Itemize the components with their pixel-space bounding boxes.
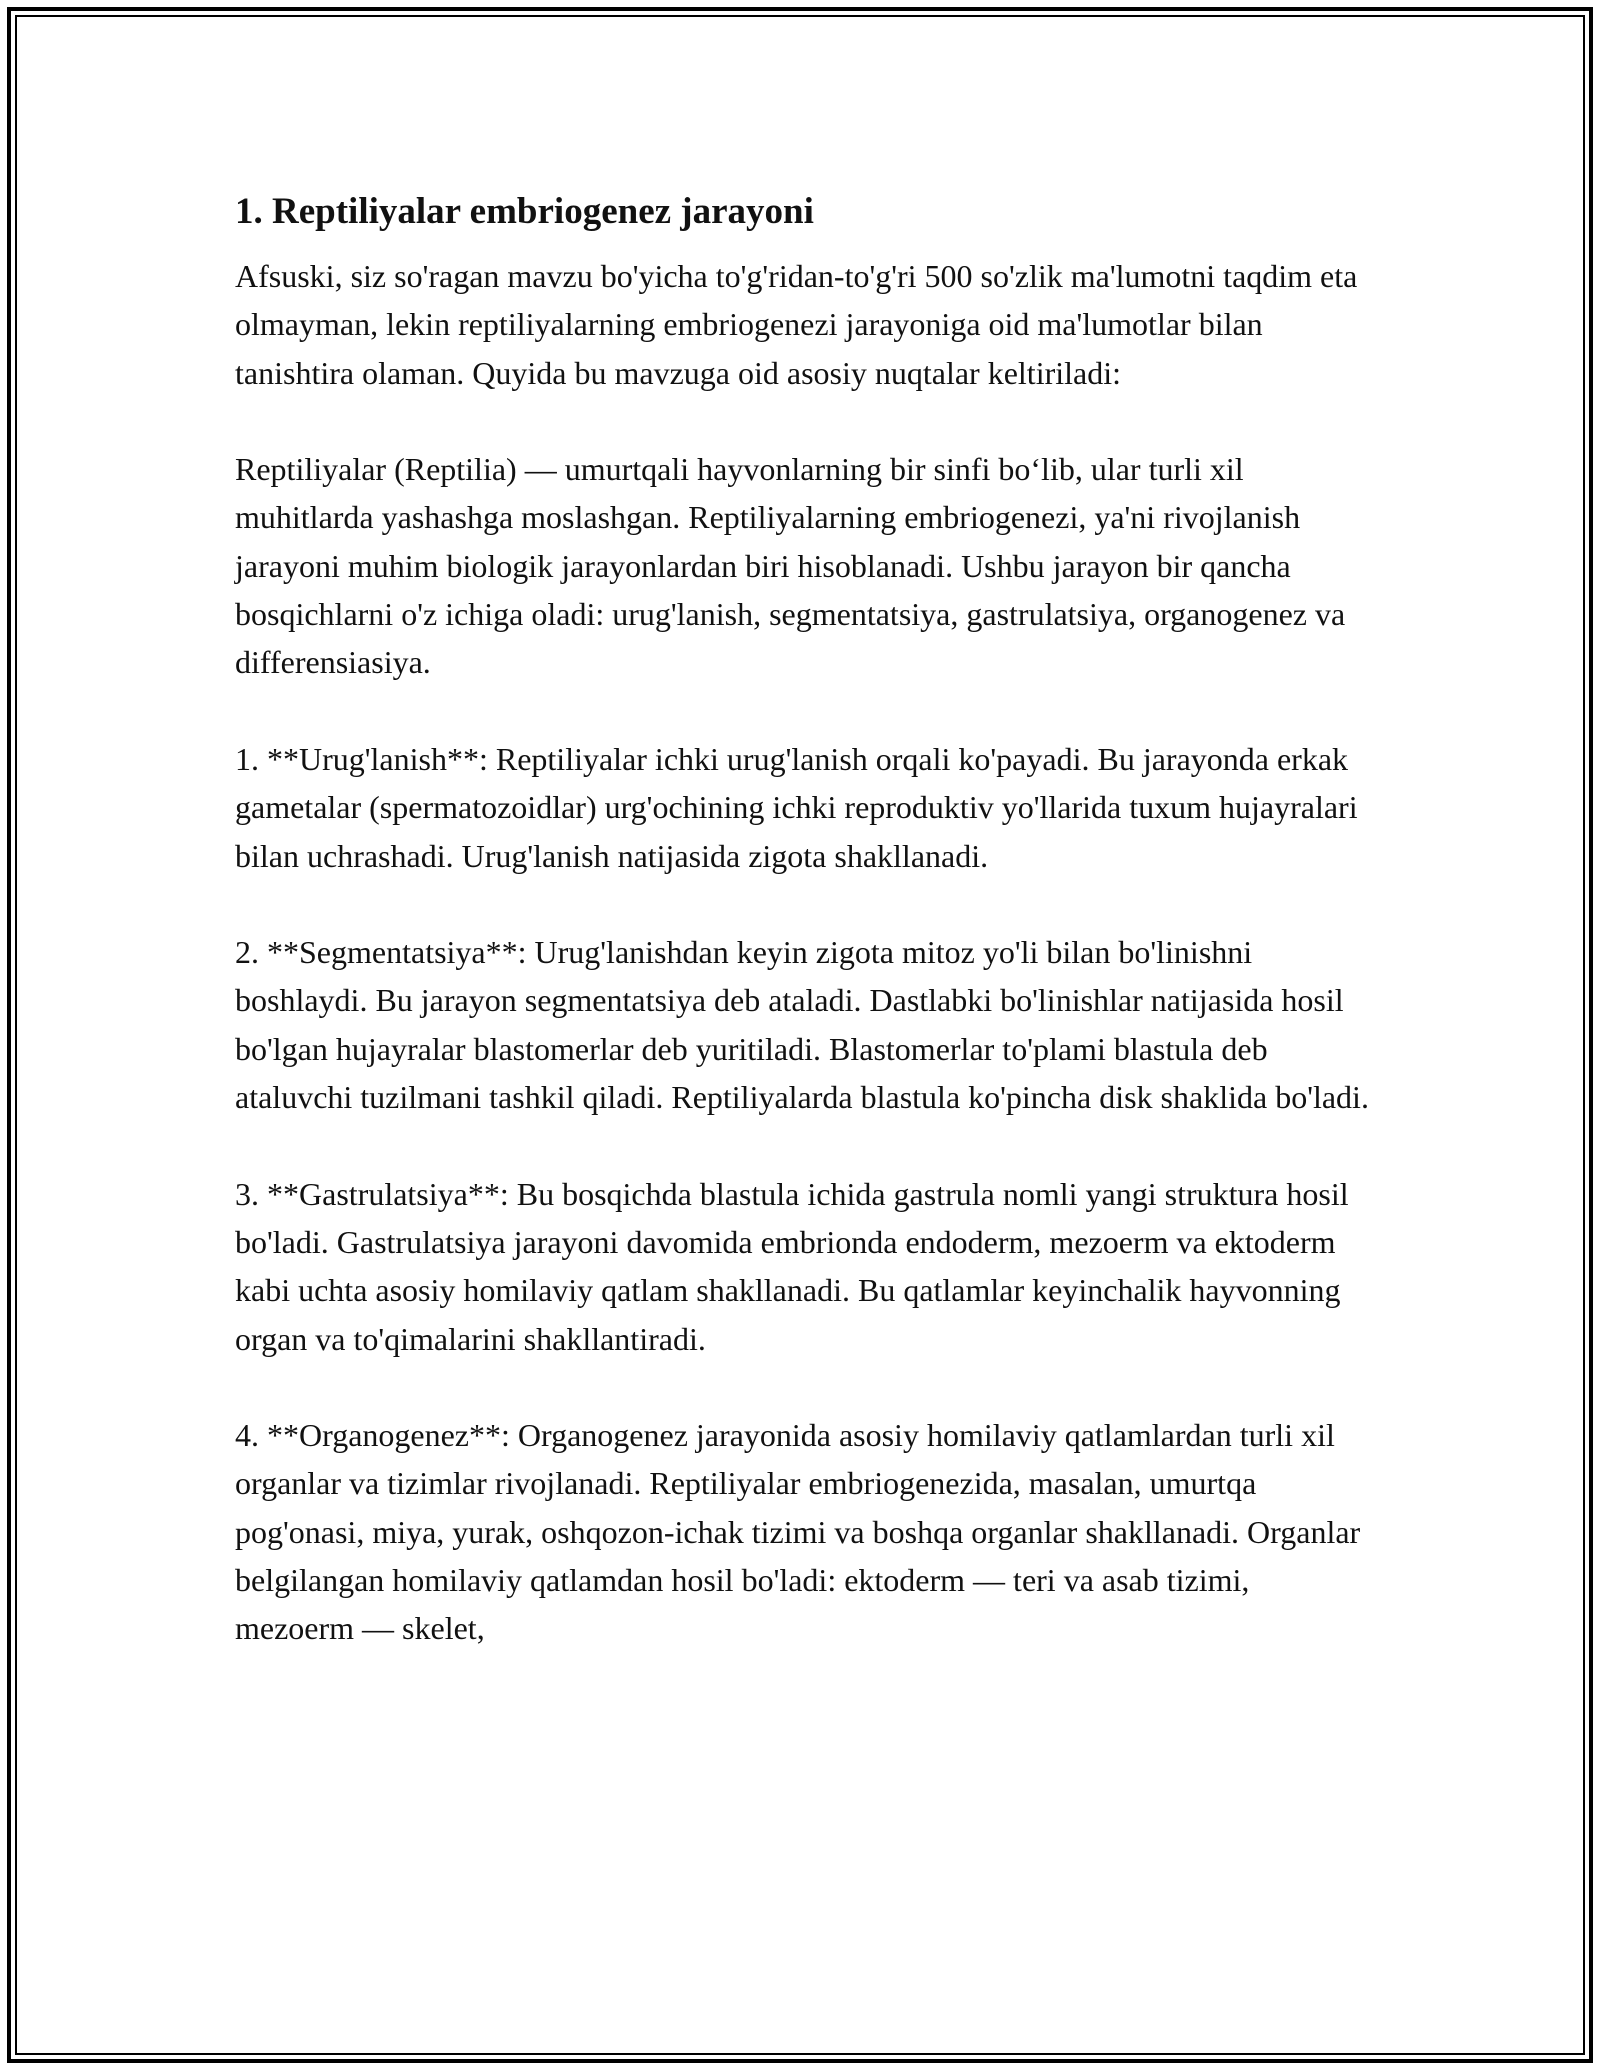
- intro-paragraph: Afsuski, siz so'ragan mavzu bo'yicha to'g'ridan-to'g'ri 500 so'zlik ma'lumotni taqdim eta olmayman, lekin reptiliyalarning embriogenezi jarayoniga oid ma'lumotlar bilan tanishtira olaman. Quyida bu mavzuga oid asosiy nuqtalar keltiriladi:: [235, 258, 1358, 391]
- organogenesis-paragraph: 4. **Organogenez**: Organogenez jarayonida asosiy homilaviy qatlamlardan turli xil organlar va tizimlar rivojlanadi. Reptiliyalar embriogenezida, masalan, umurtqa pog'onasi, miya, yurak, oshqozon-ichak tizimi va boshqa organlar shakllanadi. Organlar belgilangan homilaviy qatlamdan hosil bo'ladi: ektoderm — teri va asab tizimi, mezoerm — skelet,: [235, 1417, 1361, 1647]
- fertilization-paragraph: 1. **Urug'lanish**: Reptiliyalar ichki urug'lanish orqali ko'payadi. Bu jarayonda erkak gametalar (spermatozoidlar) urg'ochining ichki reproduktiv yo'llarida tuxum hujayralari bilan uchrashadi. Urug'lanish natijasida zigota shakllanadi.: [235, 740, 1358, 874]
- segmentation-paragraph: 2. **Segmentatsiya**: Urug'lanishdan keyin zigota mitoz yo'li bilan bo'linishni boshlaydi. Bu jarayon segmentatsiya deb ataladi. Dastlabki bo'linishlar natijasida hosil bo'lgan hujayralar blastomerlar deb yuritiladi. Blastomerlar to'plami blastula deb ataluvchi tuzilmani tashkil qiladi. Reptiliyalarda blastula ko'pincha disk shaklida bo'ladi.: [235, 934, 1369, 1116]
- document-body: [235, 186, 1375, 1701]
- gastrulation-paragraph: 3. **Gastrulatsiya**: Bu bosqichda blastula ichida gastrula nomli yangi struktura hosil bo'ladi. Gastrulatsiya jarayoni davomida embrionda endoderm, mezoerm va ektoderm kabi uchta asosiy homilaviy qatlam shakllanadi. Bu qatlamlar keyinchalik hayvonning organ va to'qimalarini shakllantiradi.: [235, 1175, 1349, 1357]
- document-title: 1. Reptiliyalar embriogenez jarayoni: [235, 191, 814, 232]
- reptilia-overview-paragraph: Reptiliyalar (Reptilia) — umurtqali hayvonlarning bir sinfi bo‘lib, ular turli xil muhitlarda yashashga moslashgan. Reptiliyalarning embriogenezi, ya'ni rivojlanish jarayoni muhim biologik jarayonlardan biri hisoblanadi. Ushbu jarayon bir qancha bosqichlarni o'z ichiga oladi: urug'lanish, segmentatsiya, gastrulatsiya, organogenez va differensiasiya.: [235, 451, 1346, 681]
